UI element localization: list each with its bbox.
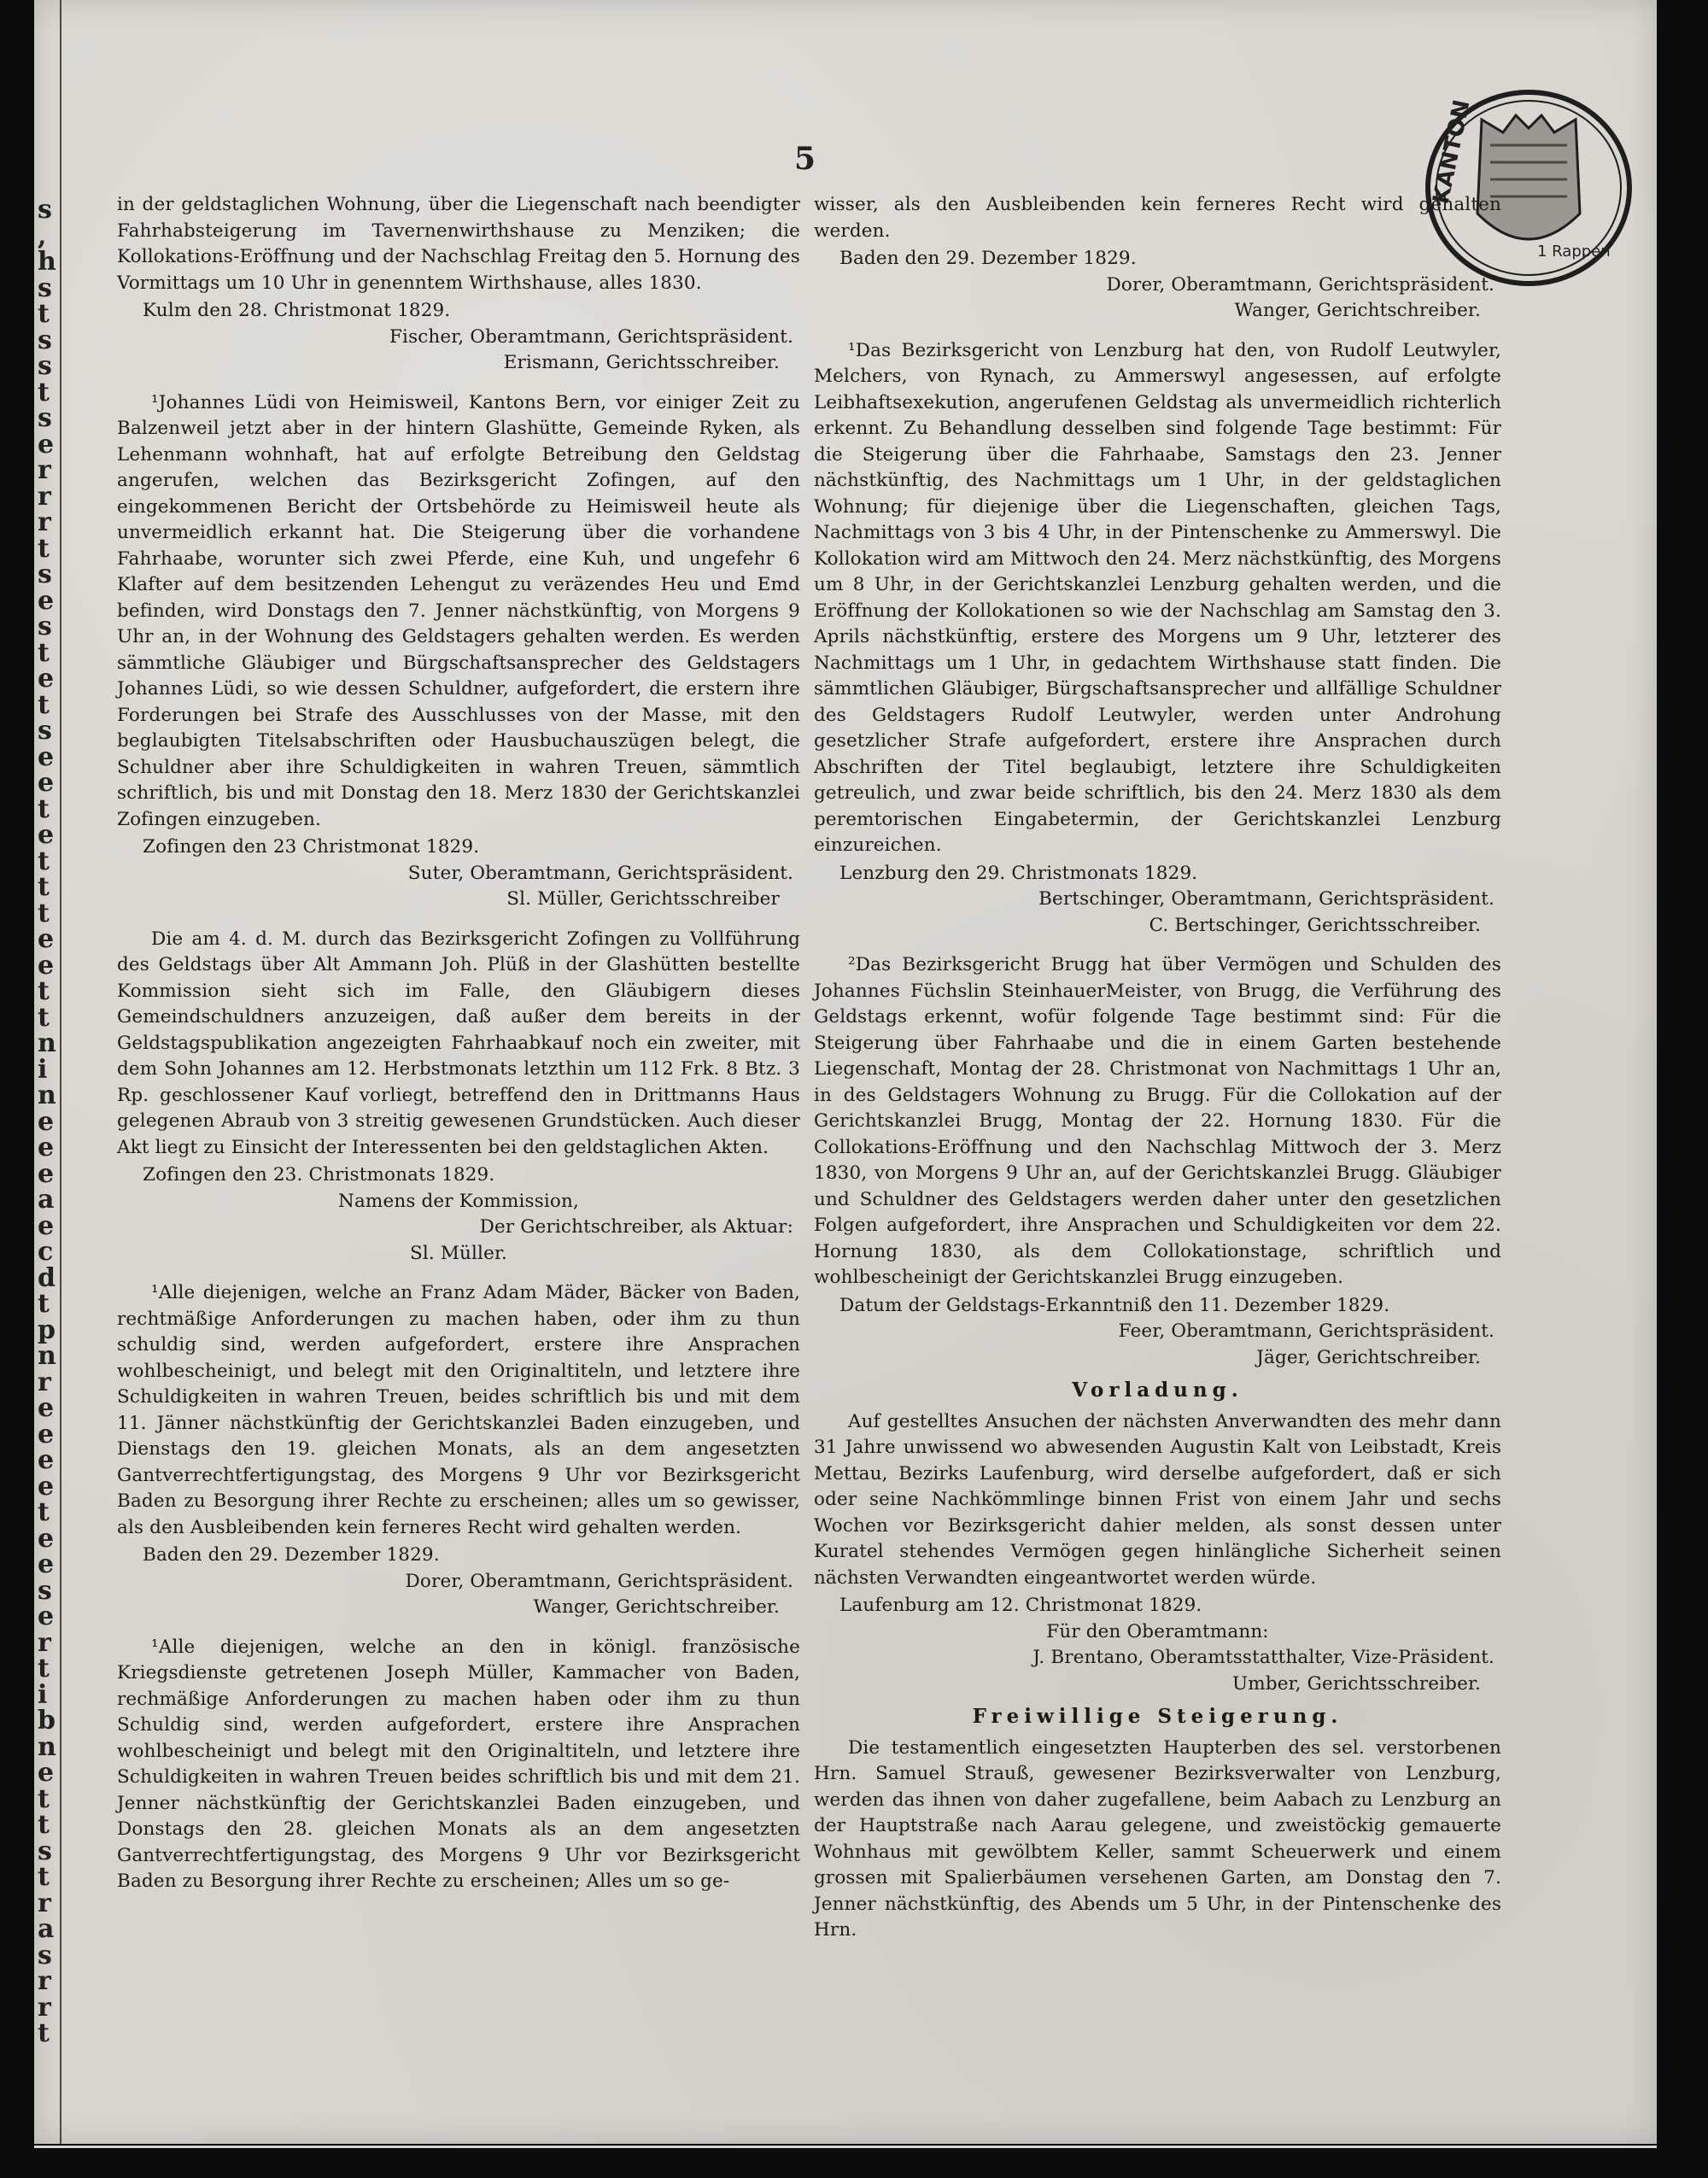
adjacent-page-glyph: n	[38, 1080, 56, 1110]
adjacent-page-glyph: t	[38, 1783, 50, 1814]
right-column	[814, 192, 1501, 1944]
notice-leutwyler-body: ¹Das Bezirksgericht von Lenzburg hat den, von Rudolf Leutwyler, Melchers, von Rynach, zu Ammerswyl angesessen, auf erfolgte Leibhaftsexekution, angerufenen Geldstag als unvermeidlich richterlich erkennt. Zu Behandlung desselben sind folgende Tage bestimmt: Für die Steigerung über die Fahrhaabe, Samstags den 23. Jenner nächstkünftig, des Nachmittags um 1 Uhr, in der geldstaglichen Wohnung; für diejenige über die Liegenschaften, gleichen Tags, Nachmittags von 3 bis 4 Uhr, in der Pintenschenke zu Ammerswyl. Die Kollokation wird am Mittwoch den 24. Merz nächstkünftig, des Morgens um 8 Uhr, in der Gerichtskanzlei Lenzburg gehalten werden, und die Eröffnung der Kollokationen so wie der Nachschlag am Samstag den 3. Aprils nächstkünftig, erstere des Morgens um 9 Uhr, letzterer des Nachmittags um 1 Uhr, in gedachtem Wirthshause statt finden. Die sämmtlichen Gläubiger, Bürgschaftsansprecher und allfällige Schuldner des Geldstagers Rudolf Leutwyler, werden unter Androhung gesetzlicher Strafe aufgefordert, erstere ihre Ansprachen durch Abschriften der Titel beglaubigt, letztere ihre Schuldigkeiten getreulich, und zwar beide schriftlich, bis den 24. Merz 1830 als dem peremtorischen Eingabetermin, der Gerichtskanzlei Lenzburg einzureichen.	[814, 339, 1501, 856]
section-heading-vorladung: Vorladung.	[1072, 1379, 1243, 1402]
adjacent-page-glyph: s	[38, 1835, 52, 1866]
adjacent-page-glyph: e	[38, 664, 55, 694]
notice-maeder-signature-2: Wanger, Gerichtschreiber.	[533, 1596, 780, 1618]
adjacent-page-glyph: r	[38, 1992, 51, 2023]
adjacent-page-glyph: t	[38, 1497, 50, 1527]
adjacent-page-glyph: e	[38, 1445, 55, 1475]
adjacent-page-glyph: e	[38, 950, 55, 981]
adjacent-page-glyph: i	[38, 1679, 48, 1710]
notice-kalt-signature-2: J. Brentano, Oberamtsstatthalter, Vize-Präsident.	[1032, 1647, 1494, 1668]
adjacent-page-glyph: s	[38, 403, 52, 433]
notice-leutwyler-signature-2: C. Bertschinger, Gerichtsschreiber.	[1149, 914, 1481, 936]
notice-mueller-signature-2: Wanger, Gerichtschreiber.	[1234, 300, 1481, 321]
notice-kulm-date: Kulm den 28. Christmonat 1829.	[143, 300, 451, 321]
adjacent-page-glyph: e	[38, 1419, 55, 1449]
adjacent-page-edge	[34, 0, 61, 2144]
adjacent-page-glyph: e	[38, 1601, 55, 1631]
notice-kulm-signature-1: Fischer, Oberamtmann, Gerichtspräsident.	[389, 325, 793, 348]
stamp-top-text: KANTON	[1428, 97, 1476, 207]
adjacent-page-glyph: n	[38, 1341, 56, 1371]
adjacent-page-glyph: n	[38, 1028, 56, 1058]
adjacent-page-glyph: e	[38, 924, 55, 954]
adjacent-page-glyph: t	[38, 872, 50, 902]
notice-maeder-signature-1: Dorer, Oberamtmann, Gerichtspräsident.	[405, 1570, 793, 1592]
adjacent-page-glyph: r	[38, 481, 51, 512]
notice-luedi-body: ¹Johannes Lüdi von Heimisweil, Kantons Bern, vor einiger Zeit zu Balzenweil jetzt aber in der hintern Glashütte, Gemeinde Ryken, als Lehenmann wohnhaft, hat auf erfolgte Betreibung den Geldstag angerufen, welchen das Bezirksgericht Zofingen, auf den eingekommenen Bericht der Ortsbehörde zu Heimisweil heute als unvermeidlich erkannt hat. Die Steigerung über die vorhandene Fahrhaabe, worunter sich zwei Pferde, eine Kuh, und ungefehr 6 Klafter auf dem besitzenden Lehengut zu veräzendes Heu und Emd befinden, wird Donstags den 7. Jenner nächstkünftig, von Morgens 9 Uhr an, in der Wohnung des Geldstagers gehalten werden. Es werden sämmtliche Gläubiger und Bürgschaftsansprecher des Geldstagers Johannes Lüdi, so wie dessen Schuldner, aufgefordert, die erstern ihre Forderungen bei Strafe des Ausschlusses von der Masse, mit den beglaubigten Titelsabschriften oder Hausbuchauszügen belegt, die Schuldner aber ihre Schuldigkeiten in wahren Treuen, sämmtlich schriftlich, bis und mit Donstag den 18. Merz 1830 der Gerichtskanzlei Zofingen einzugeben.	[117, 391, 800, 830]
adjacent-page-glyph: t	[38, 689, 50, 720]
newspaper-page	[34, 0, 1657, 2144]
adjacent-page-glyph: r	[38, 1627, 51, 1658]
notice-mueller-continuation: wisser, als den Ausbleibenden kein ferneres Recht wird gehalten werden.	[814, 194, 1501, 242]
adjacent-page-glyph: s	[38, 195, 52, 225]
notice-mueller-body: ¹Alle diejenigen, welche an den in königl. französische Kriegsdienste getretenen Joseph Müller, Kammacher von Baden, rechmäßige Anforderungen zu machen haben oder ihm zu thun Schuldig sind, werden aufgefordert, erstere ihre Ansprachen wohlbescheinigt und belegt mit den Originaltiteln, und letztere ihre Schuldigkeiten in wahren Treuen beides schriftlich bis und mit dem 21. Jenner nächstkünftig der Gerichtskanzlei Baden einzugeben, und Donstags den 28. gleichen Monats als an dem angesetzten Gantverrechtfertigungstag, des Morgens 9 Uhr vor Bezirksgericht Baden zu Besorgung ihrer Rechte zu erscheinen; Alles um so ge-	[117, 1636, 800, 1892]
adjacent-page-glyph: t	[38, 533, 50, 564]
adjacent-page-glyph: e	[38, 429, 55, 460]
notice-fuechslin-body: ²Das Bezirksgericht Brugg hat über Vermögen und Schulden des Johannes Füchslin SteinhauerMeister, von Brugg, die Verführung des Geldstags erkennt, wofür folgende Tage bestimmt sind: Für die Steigerung über Fahrhaabe und die in einem Garten bestehende Liegenschaft, Montag der 28. Christmonat von Nachmittags 1 Uhr an, in des Geldstagers Wohnung zu Brugg. Für die Collokation auf der Gerichtskanzlei Brugg, Montag der 22. Hornung 1830. Für die Collokations-Eröffnung und den Nachschlag Mittwoch der 3. Merz 1830, von Morgens 9 Uhr an, auf der Gerichtskanzlei Brugg. Gläubiger und Schuldner des Geldstagers werden daher unter den gesetzlichen Folgen aufgefordert, ihre Ansprachen und Schuldigkeiten vor dem 22. Hornung 1830, als dem Collokationstage, schriftlich und wohlbescheinigt der Gerichtskanzlei Brugg einzugeben.	[814, 954, 1501, 1288]
adjacent-page-glyph: t	[38, 1289, 50, 1319]
adjacent-page-glyph: t	[38, 637, 50, 668]
adjacent-page-glyph: r	[38, 1888, 51, 1918]
adjacent-page-glyph: s	[38, 612, 52, 641]
adjacent-page-glyph: s	[38, 325, 52, 355]
adjacent-page-glyph: r	[38, 455, 51, 485]
adjacent-page-glyph: a	[38, 1185, 55, 1215]
notice-pluess-signature-2: Der Gerichtschreiber, als Aktuar:	[479, 1216, 793, 1238]
notice-kalt-signature-3: Umber, Gerichtsschreiber.	[1232, 1672, 1481, 1695]
notice-fuechslin-signature-1: Feer, Oberamtmann, Gerichtspräsident.	[1118, 1320, 1494, 1342]
adjacent-page-glyph: s	[38, 1575, 52, 1606]
adjacent-page-glyph: i	[38, 1054, 48, 1085]
adjacent-page-glyph: e	[38, 820, 55, 850]
notice-luedi-signature-1: Suter, Oberamtmann, Gerichtspräsident.	[407, 862, 793, 884]
adjacent-page-glyph: d	[38, 1262, 56, 1293]
adjacent-page-glyph: a	[38, 1914, 55, 1944]
notice-fuechslin-signature-2: Jäger, Gerichtschreiber.	[1256, 1346, 1481, 1368]
adjacent-page-glyph: t	[38, 1862, 50, 1892]
adjacent-page-glyph: e	[38, 585, 55, 616]
adjacent-page-glyph: e	[38, 1758, 55, 1788]
adjacent-page-glyph: e	[38, 1133, 55, 1162]
notice-mueller-signature-1: Dorer, Oberamtmann, Gerichtspräsident.	[1106, 273, 1494, 296]
adjacent-page-glyph: t	[38, 898, 50, 928]
adjacent-page-glyph: e	[38, 741, 55, 772]
page-bottom-edge	[34, 2146, 1657, 2148]
adjacent-page-glyph: e	[38, 768, 55, 798]
notice-maeder-date: Baden den 29. Dezember 1829.	[143, 1544, 440, 1566]
adjacent-page-glyph: t	[38, 1002, 50, 1033]
notice-pluess-body: Die am 4. d. M. durch das Bezirksgericht Zofingen zu Vollführung des Geldstags über Alt Ammann Joh. Plüß in der Glashütten bestellte Kommission sieht sich im Falle, den Gläubigern dieses Gemeindschuldners anzuzeigen, daß außer dem bereits in der Geldstagspublikation angezeigten Fahrhaabkauf noch ein zweiter, mit dem Sohn Johannes am 12. Herbstmonats letzthin um 112 Frk. 8 Btz. 3 Rp. geschlossener Kauf vorliegt, betreffend den in Drittmanns Haus gelegenen Abraub von 3 streitig gewesenen Grundstücken. Auch dieser Akt liegt zu Einsicht der Interessenten bei den geldstaglichen Akten.	[117, 928, 800, 1158]
adjacent-page-glyph: n	[38, 1731, 56, 1762]
adjacent-page-glyph: s	[38, 716, 52, 746]
notice-fuechslin-date: Datum der Geldstags-Erkanntniß den 11. Dezember 1829.	[839, 1294, 1390, 1316]
adjacent-page-glyph: r	[38, 507, 51, 537]
adjacent-page-glyph: t	[38, 976, 50, 1006]
stamp-bottom-text: 1 Rappen	[1537, 243, 1611, 261]
adjacent-page-glyph: t	[38, 299, 50, 329]
notice-pluess-date: Zofingen den 23. Christmonats 1829.	[143, 1164, 495, 1186]
adjacent-page-glyph: t	[38, 846, 50, 876]
notice-kalt-date: Laufenburg am 12. Christmonat 1829.	[839, 1595, 1202, 1616]
adjacent-page-glyph: s	[38, 351, 52, 381]
notice-pluess-signature-1: Namens der Kommission,	[337, 1190, 579, 1212]
notice-kalt-signature-1: Für den Oberamtmann:	[1046, 1620, 1269, 1642]
adjacent-page-glyph: e	[38, 1393, 55, 1423]
notice-luedi-signature-2: Sl. Müller, Gerichtsschreiber	[506, 888, 780, 910]
adjacent-page-glyph: e	[38, 1523, 55, 1554]
adjacent-page-glyph: t	[38, 793, 50, 824]
notice-strauss-body: Die testamentlich eingesetzten Haupterben des sel. verstorbenen Hrn. Samuel Strauß, gewesener Bezirksverwalter von Lenzburg, werden das ihnen von daher zugefallene, beim Aabach zu Lenzburg an der Hauptstraße nach Aarau gelegene, und zweistöckig gemauerte Wohnhaus mit gewölbtem Keller, sammt Scheuerwerk und einem grossen mit Spalierbäumen versehenen Garten, am Donstag den 7. Jenner nächstkünftig, des Abends um 5 Uhr, in der Pintenschenke des Hrn.	[814, 1736, 1501, 1941]
adjacent-page-glyph: s	[38, 1940, 52, 1970]
notice-kulm-signature-2: Erismann, Gerichtsschreiber.	[503, 352, 780, 373]
adjacent-page-glyph: p	[38, 1314, 56, 1345]
adjacent-page-glyph: ,	[38, 220, 47, 251]
left-column	[117, 192, 800, 1895]
adjacent-page-glyph: t	[38, 1654, 50, 1683]
adjacent-page-glyph: t	[38, 377, 50, 407]
notice-leutwyler-date: Lenzburg den 29. Christmonats 1829.	[839, 862, 1198, 884]
adjacent-page-glyph: e	[38, 1549, 55, 1579]
adjacent-page-glyph: e	[38, 1471, 55, 1502]
adjacent-page-glyph: t	[38, 1810, 50, 1840]
adjacent-page-glyph: e	[38, 1210, 55, 1241]
adjacent-page-glyph: e	[38, 1158, 55, 1189]
adjacent-page-glyph: r	[38, 1367, 51, 1397]
notice-kulm-body: in der geldstaglichen Wohnung, über die Liegenschaft nach beendigter Fahrhabsteigerung im Tavernenwirthshause zu Menziken; die Kollokations-Eröffnung und der Nachschlag Freitag den 5. Hornung des Vormittags um 10 Uhr in genenntem Wirthshause, alles 1830.	[117, 194, 800, 294]
notice-kalt-body: Auf gestelltes Ansuchen der nächsten Anverwandten des mehr dann 31 Jahre unwissend wo abwesenden Augustin Kalt von Leibstadt, Kreis Mettau, Bezirks Laufenburg, wird derselbe aufgefordert, daß er sich oder seine Nachkömmlinge binnen Frist von einem Jahr und sechs Wochen vor Bezirksgericht dahier melden, als sonst dessen unter Kuratel stehendes Vermögen gegen hinlängliche Sicherheit seinen nächsten Verwandten eingeantwortet werden würde.	[814, 1410, 1501, 1589]
notice-mueller-date: Baden den 29. Dezember 1829.	[839, 248, 1137, 269]
adjacent-page-glyph: h	[38, 247, 56, 277]
adjacent-page-glyph: r	[38, 1966, 51, 1996]
adjacent-page-glyph: c	[38, 1237, 54, 1267]
notice-maeder-body: ¹Alle diejenigen, welche an Franz Adam Mäder, Bäcker von Baden, rechtmäßige Anforderungen zu machen haben, oder ihm zu thun schuldig sind, werden aufgefordert, erstere ihre Ansprachen wohlbescheinigt, und belegt mit den Originaltiteln, und letztere ihre Schuldigkeiten in wahren Treuen, beides schriftlich bis und mit dem 11. Jänner nächstkünftig der Gerichtskanzlei Baden einzugeben, und Dienstags den 19. gleichen Monats, als an dem angesetzten Gantverrechtfertigungstag, des Morgens 9 Uhr vor Bezirksgericht Baden zu Besorgung ihrer Rechte zu erscheinen; alles um so gewisser, als den Ausbleibenden kein ferneres Recht wird gehalten werden.	[117, 1282, 800, 1538]
notice-pluess-signature-3: Sl. Müller.	[409, 1242, 507, 1264]
section-heading-steigerung: Freiwillige Steigerung.	[972, 1705, 1343, 1728]
page-number: 5	[794, 141, 816, 177]
notice-leutwyler-signature-1: Bertschinger, Oberamtmann, Gerichtspräsident.	[1038, 888, 1494, 910]
adjacent-page-glyph: s	[38, 272, 52, 303]
adjacent-page-glyph: b	[38, 1706, 56, 1736]
adjacent-page-glyph: e	[38, 1106, 55, 1137]
adjacent-page-glyph: s	[38, 559, 52, 589]
notice-luedi-date: Zofingen den 23 Christmonat 1829.	[143, 836, 480, 858]
adjacent-page-glyph: t	[38, 2018, 50, 2048]
